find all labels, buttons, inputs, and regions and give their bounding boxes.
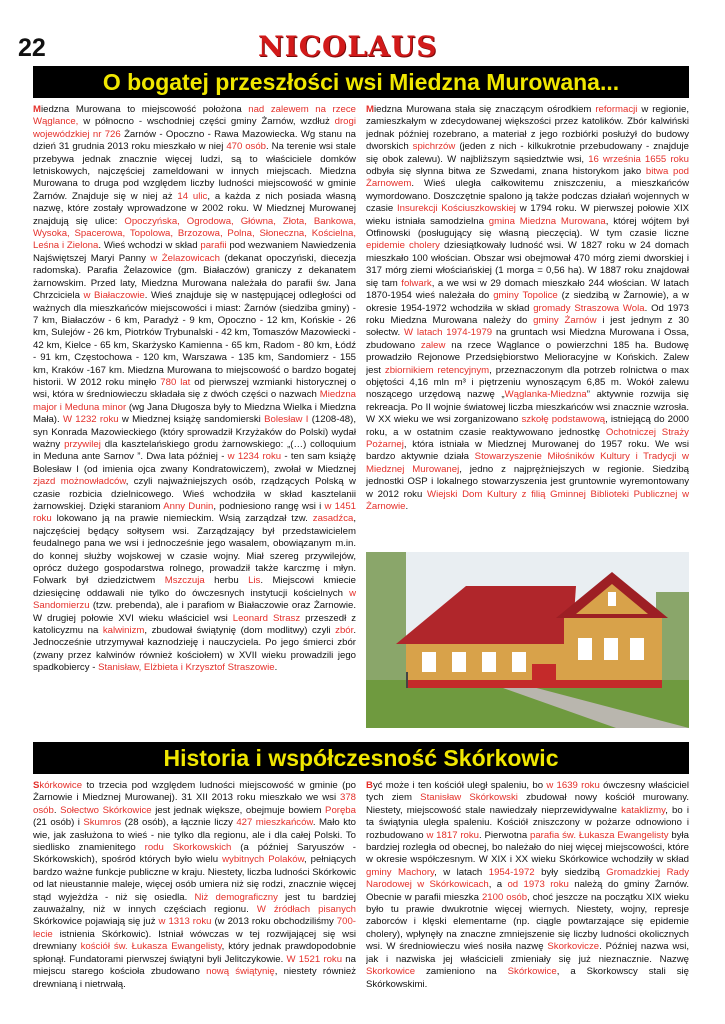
text-run: istnienia Skórkowic). Istniał wówczas w tej rozwijającej się wsi drewniany	[33, 928, 356, 953]
text-run: gminy Żarnów	[533, 314, 597, 326]
text-run: gminy Topolice	[493, 290, 558, 302]
text-run: zbór	[335, 625, 354, 637]
text-run: w Żelazowicach	[150, 252, 220, 264]
text-run: .	[405, 501, 409, 512]
text-run: B	[366, 780, 373, 791]
text-run: folwark	[401, 277, 432, 289]
text-run: (z siedzibą w Żarnowie), a w okresie 1954-1972 wchodziła w skład	[366, 290, 689, 314]
text-run: Stanisław, Elżbieta i Krzysztof Straszowie	[98, 662, 275, 674]
text-run: 378 osób	[33, 792, 356, 816]
text-run: 780 lat	[160, 376, 191, 388]
building-photo-icon	[366, 552, 689, 728]
text-run: wybitnych Polaków	[222, 854, 304, 866]
text-run: kalwinizm	[102, 625, 145, 637]
text-run: 16 września 1655 roku	[588, 153, 689, 165]
text-run: , a Skorkowscy stali się Skórkowskimi.	[366, 966, 689, 990]
text-run: , której wójtem był Otfinowski (posługujący się własną pieczęcią). W tym czasie liczne	[366, 215, 689, 240]
text-run: . Wieś znajduje się w następującej odległości od ważnych dla mieszkańców miejscowości i miast: Żarnów (siedziba gminy) - 7 km, Białaczów - 6 km, Paradyż - 9 km, Opoczno - 12 km, Końskie - 26 km, Sulejów - 26 km, Piotrków Trybunalski - 42 km, Tomaszów Mazowiecki - 42 km, Kielce - 65 km, Skarżysko Kamienna - 65 km, Radom - 80 km, Łódź - 91 km, Częstochowa - 120 km, Warszawa - 135 km, Sandomierz - 155 km, Kraków -167 km. Miedzna Murowana to miejscowość o bardzo bogatej historii. W 2012 roku minęło	[33, 290, 356, 388]
text-run: W 1232 roku	[62, 414, 119, 426]
text-run: odbyła się słynna bitwa ze Szwedami, znana historykom jako	[366, 166, 646, 178]
text-run: od pierwszej wzmianki historycznej o wsi, która w średniowieczu składała się z dwóch części o nazwach	[33, 376, 356, 401]
text-run: spichrzów	[412, 141, 456, 153]
text-run: , podniesiono rangę wsi i	[213, 501, 325, 512]
text-run: Insurekcji Kościuszkowskiej	[396, 203, 516, 215]
text-run: Niż demograficzny	[194, 891, 278, 903]
text-run: . Jednocześnie utrzymywał kaznodzieję i nauczyciela. Po jego śmierci zbór (zwany przez kalwinów również kościołem) w XVII wieku prowadzili jego spadkobiercy -	[33, 625, 356, 674]
text-run: w Białaczowie	[83, 290, 145, 302]
text-run: , a każda z nich posiada własną nazwę, które zostały wprowadzone w 2002 roku. W Miedznej Murowanej znajdują się ulice:	[33, 190, 356, 227]
text-run: , który jednak prawdopodobnie spłonął. Fundatorami pierwszej świątyni byli Jelitczykowie.	[33, 941, 356, 965]
text-run: jest tu bardziej zauważalny, niż w innych częściach regionu.	[33, 891, 356, 916]
text-run: ” aktywnie rozwija się rekreacja. Po II wojnie światowej liczba mieszkańców wsi znacznie wzrosła. W XX wieku we wsi zorganizowano	[366, 389, 689, 426]
text-run: Skorkowice	[366, 966, 416, 978]
text-run: od 1973 roku	[507, 879, 569, 891]
text-run: . Na terenie wsi stale przebywa jednak znacznie więcej ludzi, są to właściciele domków letniskowych, najczęściej zameldowani w innych miejscach. Miedzna Murowana to druga pod względem liczby ludności miejscowość w gminie Żarnów. Znajduje się w niej aż	[33, 141, 356, 202]
text-run: Leonard Strasz	[232, 612, 301, 624]
text-run: zjazd możnowładców	[33, 476, 126, 488]
text-run: (w 2013 roku obchodziliśmy	[211, 916, 337, 928]
text-run: w 1313 roku	[158, 916, 212, 928]
text-run: , najczęściej będący sołtysem wsi. Zarządzający był przedstawicielem feudalnego pana we wsi i jednocześnie jego wasalem, obowiązanym m.in. do konnej służby wojskowej w czasie wojny. Miał szereg przywilejów, oprócz dużego gospodarstwa rolnego, prowadził także karczmę i młyn. Folwark był dziedzictwem	[33, 513, 356, 587]
text-run: Sołectwo Skórkowice	[60, 804, 152, 816]
text-run: , a	[488, 879, 508, 891]
text-run: (wg Jana Długosza były to Miedzna Wielka i Miedzna Mała).	[33, 401, 356, 426]
text-run: Lis	[248, 575, 261, 587]
text-run: dla kasztelańskiego grodu żarnowskiego: „(…) colloquium in Meduna ante Sarnov ”. Dwa lata później -	[33, 438, 356, 463]
text-run: , a we wsi w 29 domach mieszkało 244 włościan. W latach 1870-1954 wieś należała do	[366, 277, 689, 302]
text-run: 2100 osób	[481, 891, 528, 903]
text-run: Bolesław I	[264, 414, 309, 426]
text-run: zasadźca	[312, 513, 354, 525]
text-run: w regionie, zamieszkałym w zdecydowanej większości przez katolików. Zbór kalwiński jednak później rozebrano, a materiał z jego rozbiórki posłużył do budowy dworskich	[366, 104, 689, 153]
text-run: nad zalewem na rzece Wąglance,	[33, 104, 356, 128]
text-run: w Sandomierzu	[33, 587, 356, 612]
article2-title: Historia i współczesność Skórkowic	[33, 742, 689, 774]
text-run: M	[366, 104, 374, 115]
text-run: gromady Straszowa Wola	[533, 302, 645, 314]
text-run: , istniejącą do 2000 roku, a w ostatnim czasie reaktywowano jednostkę	[366, 414, 689, 438]
text-run: zamieniono na	[415, 966, 508, 978]
text-run: (28 osób), a łącznie liczy	[121, 817, 237, 829]
article1-column-left	[33, 104, 356, 736]
text-run: gminy Machory	[366, 866, 435, 878]
text-run: w 1817 roku	[426, 829, 480, 841]
text-run: (jeden z nich - kilkukrotnie przebudowany - znajduje się obok zalewu). W najbliższym sąsiedztwie wsi,	[366, 141, 689, 165]
text-run: jest jednak większe, obejmuje bowiem	[151, 804, 326, 816]
text-run: na rzece Wąglance o powierzchni 185 ha. Budowę prowadziło Rejonowe Przedsiębiorstwo Melioracyjne w Końskich. Zalew jest	[366, 339, 689, 376]
text-run: iedzna Murowana stała się znaczącym ośrodkiem	[374, 104, 596, 115]
text-run: dziesiątkowały ludność wsi. W 1827 roku w 24 domach mieszkało 100 włościan. Obszar wsi obejmował 470 mórg ziemi dworskiej i 317 mórg ziemi włościańskiej (1 morga = 0,56 ha). W 1887 roku znajdował się tam	[366, 240, 689, 289]
text-run: . Miejscowi kmiecie dziesięcinę oddawali nie tylko do ówczesnych instytucji kościelnych	[33, 575, 356, 599]
text-run: .	[274, 662, 278, 674]
text-run: . Wieś wchodzi w skład	[98, 240, 201, 252]
text-run: w 1639 roku	[546, 780, 600, 791]
text-run: , bo i ta świątynia uległa spaleniu. Kościół zniszczony w pożarze odnowiono i rozbudowano	[366, 804, 689, 841]
text-run: ówczesny właściciel tych ziem	[366, 780, 689, 804]
text-run: W źródłach pisanych	[256, 904, 356, 916]
text-run: przeszedł z katolicyzmu na	[33, 612, 356, 637]
text-run: w 1451 roku	[33, 501, 356, 525]
text-run: w 1794 roku. W pierwszej połowie XIX wieku istniała samodzielna	[366, 203, 689, 227]
text-run: na miejscu starego kościoła zbudowano	[33, 953, 356, 978]
text-run: to trzecia pod względem ludności miejscowość w gminie (po Żarnowie i Miedznej Murowanej). 31 XII 2013 roku mieszkało we wsi	[33, 780, 356, 804]
article1-title: O bogatej przeszłości wsi Miedzna Murowana...	[33, 66, 689, 98]
text-run: Żarnów - Opoczno - Rawa Mazowiecka. Wg stanu na dzień 31 grudnia 2013 roku mieszkało w niej	[33, 128, 356, 153]
text-run: gmina Miedzna Murowana	[488, 215, 606, 227]
text-run: Wąglanka-Miedzna	[504, 389, 587, 401]
text-run: drogi wojewódzkiej nr 726	[33, 116, 356, 140]
text-run: i jest jednym z 30 sołectw.	[366, 314, 689, 339]
text-run: pod wezwaniem Nawiedzenia Najświętszej Maryi Panny	[33, 240, 356, 264]
text-run: parafii	[200, 240, 227, 252]
magazine-logo: NICOLAUS	[258, 30, 438, 63]
text-run: w 1234 roku	[227, 451, 282, 463]
article2-column-left	[33, 780, 356, 1016]
text-run: (tzw. prebenda), ale i parafiom w Białaczowie oraz Żarnowie. W drugiej połowie XVI wieku właściciel wsi	[33, 600, 356, 624]
text-run: , jedno z najprężniejszych w regionie. Siedzibą jednostki OSP i lokalnego stowarzyszenia jest gruntownie wyremontowany w 2012 roku	[366, 463, 689, 500]
text-run: kataklizmy	[621, 804, 666, 816]
text-run: . Wieś uległa całkowitemu zniszczeniu, a mieszkańców wymordowano. Doszczętnie spalono ją także podczas działań wojennych w czasie	[366, 178, 689, 215]
text-run: (a później Saryuszów - Skórkowskich), spośród których było wielu	[33, 842, 356, 866]
text-run: , przeznaczonym dla potrzeb rolnictwa o max objętości 4,16 mln m³ i piętrzeniu wynoszącym 6,85 m. Wokół zalewu noszącego urzędową nazwę „	[366, 364, 689, 401]
text-run: Skórkowice pojawiają się już	[33, 916, 159, 928]
text-run: Wiejski Dom Kultury z filią Gminnej Biblioteki Publicznej w Żarnowie	[366, 488, 689, 512]
text-run: Skórkowice	[507, 966, 557, 978]
text-run: . Pierwotna	[479, 829, 530, 841]
text-run: kórkowice	[39, 780, 83, 791]
text-run: przywilej	[64, 438, 101, 450]
text-run: , w latach	[434, 866, 489, 878]
text-run: . Później nazwa wsi, jak i nazwiska jej właścicieli zmieniały się już nieznacznie. Nazwę	[366, 941, 689, 965]
text-run: - ten sam książę Bolesław I (od imienia ojca zwany Kondratowiczem), zwołał w Miedznej	[33, 451, 356, 475]
text-run: Gromadzkiej Rady Narodowej w Skórkowicach	[366, 866, 689, 891]
text-run: , czyli najważniejszych osób, rządzących Polską w czasie rozbicia dzielnicowego. Wieś wchodziła w skład kasztelanii żarnowskiej. Dzięki staraniom	[33, 476, 356, 512]
text-run: Stanisław Skórkowski	[420, 792, 518, 804]
text-run: Stowarzyszenie Miłośników Kultury i Tradycji w Miedznej Murowanej	[366, 451, 689, 475]
text-run: , zbudował świątynię (dom modlitwy) czyli	[144, 625, 336, 637]
text-run: na gruntach wsi Miedzna Murowana i Ossa, zbudowano	[366, 327, 689, 351]
text-run: szkołę podstawową	[521, 414, 606, 426]
text-run: W latach 1974-1979	[403, 327, 493, 339]
text-run: parafia św. Łukasza Ewangelisty	[529, 829, 669, 841]
text-run: epidemie cholery	[366, 240, 440, 252]
text-run: Skumros	[83, 817, 122, 829]
text-run: 427 mieszkańców	[236, 817, 313, 829]
text-run: , choć jeszcze na początku XIX wieku było tu prawie dwukrotnie więcej wiernych. Niestety, wojny, represje zaborców i klęski elementarne (np. ciągle powtarzające się epidemie cholery), wpłynęły na znaczne zmniejszenie się liczby ludności okolicznych wsi. W średniowieczu wieś nosiła nazwę	[366, 891, 689, 953]
text-run: nową świątynię	[206, 966, 275, 978]
text-run: Miedzna major i Meduna minor	[33, 389, 356, 413]
text-run: zbiornikiem retencyjnym	[384, 364, 490, 376]
text-run: Anny Dunin	[163, 501, 214, 512]
text-run: reformacji	[595, 104, 638, 115]
text-run: zbudował nowy kościół murowany. Niestety, miejscowość stale nawiedzały nieprzewidywalne	[366, 792, 689, 816]
text-run: 14 ulic	[177, 190, 208, 202]
text-run: Skorkovicze	[547, 941, 600, 953]
text-run: rodu Skorkowskich	[144, 842, 232, 854]
article2-column-right	[366, 780, 689, 1016]
text-run: , która istniała w Miedznej Murowanej do 1957 roku. We wsi bardzo aktywnie działa	[366, 438, 689, 463]
text-run: . Mało kto wie, jak zasłużona to wieś - nie tylko dla regionu, ale i dla całej Polski. To siedlisko znamienitego	[33, 817, 356, 854]
text-run: M	[33, 104, 41, 115]
text-run: (21 osób) i	[33, 817, 84, 829]
text-run: .	[53, 804, 61, 816]
article1-column-right	[366, 104, 689, 546]
text-run: zalew	[420, 339, 446, 351]
text-run: bitwa pod Żarnowem	[366, 166, 689, 190]
text-run: , niestety również drewnianą i nietrwałą.	[33, 966, 356, 990]
text-run: Mszczuja	[164, 575, 205, 587]
text-run: , pełniących bardzo ważne funkcje publiczne w kraju. Niestety, liczba ludności Skórkowic od lat nieustannie maleje, więcej osób umiera niż się rodzi, znacznie więcej stąd wyjeżdża - niż się osiedla.	[33, 854, 356, 903]
text-run: (dekanat opoczyński, diecezja radomska). Parafia Żelazowice (gm. Białaczów) graniczy z dekanatem żarnowskim. Przed laty, Miedzna Murowana należała do parafii św. Jana Chrzciciela	[33, 252, 356, 302]
text-run: 1954-1972	[488, 866, 535, 878]
text-run: była bardziej rozległa od obecnej, bo należało do niej więcej miejscowości, które w okresie współczesnym. W XIX i XX wieku Skórkowice wchodziły w skład	[366, 829, 689, 866]
text-run: iedzna Murowana to miejscowość położona	[41, 104, 249, 115]
text-run: herbu	[204, 575, 249, 587]
page-number: 22	[18, 34, 46, 62]
text-run: yć może i ten kościół uległ spaleniu, bo	[372, 780, 547, 791]
text-run: lokowano ją na prawie niemieckim. Wsią zarządzał tzw.	[51, 513, 313, 525]
text-run: Ochotniczej Straży Pożarnej	[366, 426, 689, 450]
text-run: . Od 1973 roku Miedzna Murowana należy do	[366, 302, 689, 326]
text-run: S	[33, 780, 40, 791]
text-run: należą do gminy Żarnów. Obecnie w parafii mieszka	[366, 879, 689, 903]
text-run: kościół św. Łukasza Ewangelisty	[80, 941, 222, 953]
text-run: były siedzibą	[534, 866, 607, 878]
text-run: 700-lecie	[33, 916, 356, 940]
text-run: w Miedznej książę sandomierski	[118, 414, 265, 426]
text-run: Opoczyńska, Ogrodowa, Główna, Złota, Bankowa, Wysoka, Spacerowa, Topolowa, Brzozowa, Polna, Słoneczna, Kościelna, Leśna i Zielona	[33, 215, 356, 252]
text-run: W 1521 roku	[286, 953, 343, 965]
text-run: 470 osób	[226, 141, 267, 153]
text-run: (1208-48), syn Konrada Mazowieckiego (który sprowadził Krzyżaków do Polski) wydał ważny	[33, 414, 356, 450]
text-run: w północno - wschodniej części gminy Żarnów, wzdłuż	[78, 116, 335, 128]
text-run: Poręba	[325, 804, 356, 816]
